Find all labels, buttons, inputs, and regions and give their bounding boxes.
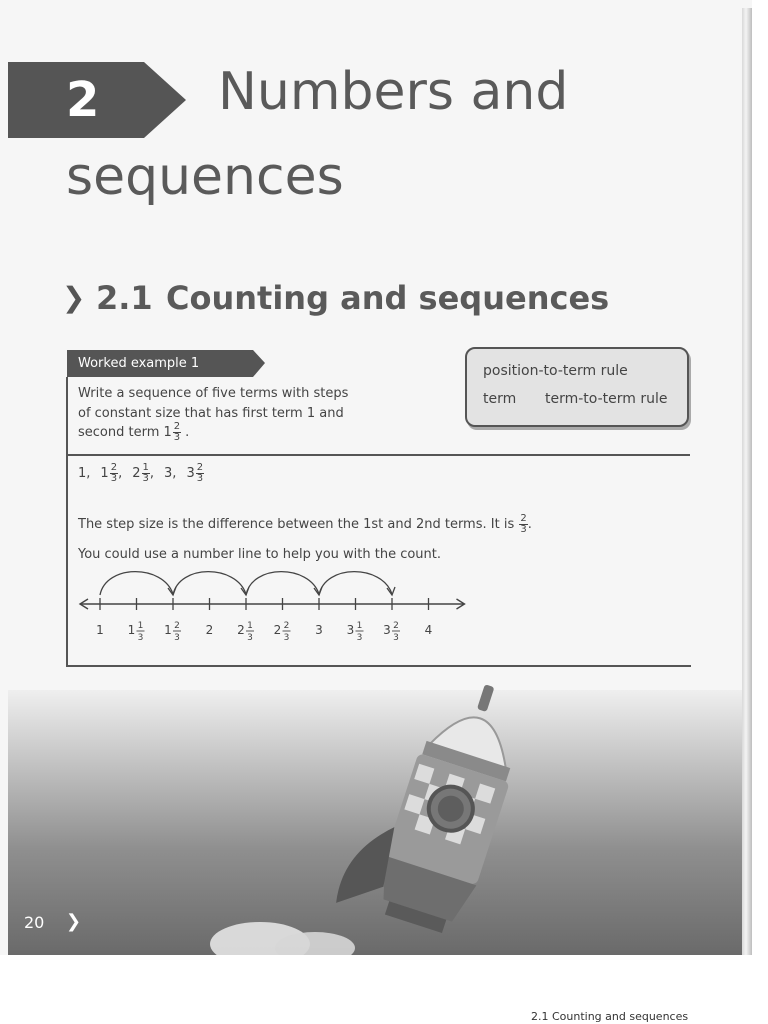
label-numerator: 2 [174, 621, 180, 631]
question-line-3 [78, 422, 189, 443]
separator: , [149, 466, 155, 481]
fraction [173, 422, 181, 443]
mixed-number [164, 422, 182, 443]
number-line [72, 565, 462, 655]
number-line-label [96, 623, 104, 637]
explanation-line-2: You could use a number line to help you with the count. [78, 547, 442, 562]
separator: , [86, 466, 91, 481]
numerator: 2 [173, 421, 181, 432]
key-word: position-to-term rule [483, 363, 628, 379]
number-line-label [425, 623, 433, 637]
denominator: 3 [173, 432, 181, 443]
sequence-term [132, 463, 154, 484]
label-numerator: 1 [247, 621, 253, 631]
separator: , [118, 466, 123, 481]
label-whole: 2 [205, 623, 214, 637]
key-word: term-to-term rule [545, 391, 668, 407]
question-line-3-text: second term [78, 425, 160, 440]
explanation-end: . [527, 517, 532, 532]
label-denominator: 3 [356, 633, 363, 643]
question-line-1: Write a sequence of five terms with steps [78, 386, 349, 401]
numerator: 2 [110, 462, 118, 473]
label-numerator: 2 [283, 621, 290, 631]
sequence-term [100, 463, 122, 484]
label-denominator: 3 [137, 633, 144, 643]
hop-arc [173, 572, 246, 595]
page-gutter-shadow [742, 8, 752, 956]
fraction [196, 463, 204, 484]
label-denominator: 3 [174, 633, 180, 643]
explanation-line-1 [78, 514, 532, 535]
numerator: 2 [196, 462, 204, 473]
fraction [519, 514, 527, 535]
whole-part: 3 [186, 466, 195, 481]
label-whole: 4 [424, 623, 433, 637]
number-line-label [383, 621, 400, 643]
whole-part: 3 [164, 466, 173, 481]
worked-example-divider [66, 454, 690, 456]
running-head: 2.1 Counting and sequences [531, 1010, 689, 1023]
denominator: 3 [110, 473, 118, 484]
hop-arc [100, 572, 173, 595]
denominator: 3 [142, 473, 149, 484]
whole-part: 1 [100, 466, 109, 481]
number-line-label [206, 623, 214, 637]
label-numerator: 2 [393, 621, 399, 631]
page-number: 20 [24, 913, 45, 932]
hop-arc [319, 572, 392, 595]
number-line-label [347, 621, 364, 643]
hop-arc [246, 572, 319, 595]
label-whole: 2 [237, 623, 245, 637]
label-whole: 3 [315, 623, 323, 637]
key-word: term [483, 391, 517, 407]
chapter-title-line1: Numbers and [218, 62, 569, 122]
number-line-label [315, 623, 323, 637]
label-whole: 2 [273, 623, 282, 637]
label-whole: 1 [96, 623, 104, 637]
sequence-term [186, 463, 204, 484]
chevron-right-icon: ❯ [66, 911, 82, 932]
answer-sequence [78, 463, 208, 484]
sequence-term [78, 466, 90, 481]
number-line-label [274, 621, 291, 643]
section-title: Counting and sequences [166, 279, 610, 317]
denominator: 3 [196, 473, 204, 484]
question-line-2: of constant size that has first term 1 and [78, 406, 344, 421]
separator: , [172, 466, 177, 481]
label-whole: 1 [127, 623, 136, 637]
numerator: 2 [520, 513, 527, 524]
chapter-number: 2 [66, 72, 100, 128]
fraction [142, 463, 150, 484]
label-numerator: 1 [356, 621, 363, 631]
whole-part: 2 [132, 466, 141, 481]
denominator: 3 [520, 524, 527, 535]
worked-example-label: Worked example 1 [78, 356, 200, 371]
label-denominator: 3 [283, 633, 290, 643]
number-line-label [164, 621, 181, 643]
section-number: 2.1 [96, 279, 153, 317]
fraction [110, 463, 118, 484]
question-end: . [185, 425, 190, 440]
label-whole: 3 [346, 623, 355, 637]
chapter-title-line2: sequences [66, 147, 344, 207]
whole-part: 1 [78, 466, 87, 481]
label-whole: 1 [164, 623, 172, 637]
chevron-right-icon: ❯ [62, 281, 86, 314]
label-denominator: 3 [393, 633, 399, 643]
label-whole: 3 [383, 623, 391, 637]
number-line-label [237, 621, 254, 643]
label-denominator: 3 [247, 633, 253, 643]
whole-part: 1 [163, 425, 172, 440]
numerator: 1 [142, 462, 149, 473]
sequence-term [164, 466, 176, 481]
label-numerator: 1 [137, 621, 144, 631]
explanation-text: The step size is the difference between the 1st and 2nd terms. It is [78, 517, 515, 532]
number-line-label [128, 621, 145, 643]
rocket-illustration [200, 682, 520, 955]
